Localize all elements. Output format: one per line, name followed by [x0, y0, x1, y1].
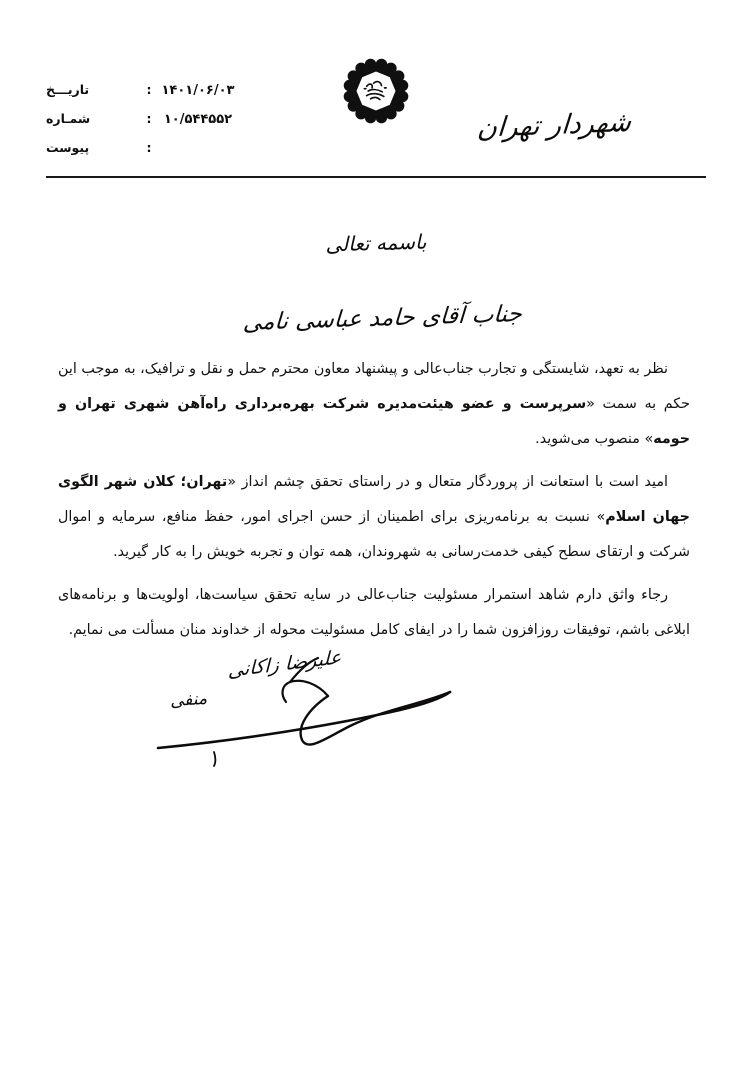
date-colon: :	[146, 82, 152, 97]
body-paragraph	[58, 352, 690, 457]
signatory-name: علیرضا زاکانی	[227, 646, 342, 682]
number-label: شمـاره	[46, 111, 91, 126]
attachment-colon: :	[146, 140, 152, 155]
signature-annotation: منفی	[169, 688, 208, 712]
basmala-invocation: باسمه تعالی	[325, 229, 427, 257]
emphasis-text: سرپرست و عضو هیئت‌مدیره شرکت بهره‌برداری راه‌آهن شهری تهران و حومه	[58, 396, 690, 447]
tehran-municipality-emblem-icon	[337, 52, 415, 130]
mayor-title: شهردار تهران	[476, 106, 633, 144]
meta-row-date	[46, 82, 240, 111]
letter-header	[0, 0, 752, 178]
number-colon: :	[146, 111, 152, 126]
letter-body	[58, 352, 690, 656]
header-divider	[46, 176, 706, 178]
body-paragraph	[58, 578, 690, 648]
attachment-label: پیوست	[46, 140, 90, 155]
number-value: ۱۰/۵۴۴۵۵۲	[163, 112, 233, 127]
body-text-run: نظر به تعهد، شایستگی و تجارب جناب‌عالی و پیشنهاد معاون محترم حمل و نقل و ترافیک، به موجب این حکم به سمت «	[58, 361, 690, 412]
date-label: تاریـــخ	[46, 82, 90, 97]
handwritten-signature-mark	[150, 648, 580, 778]
date-value: ۱۴۰۱/۰۶/۰۳	[161, 83, 235, 98]
body-paragraph	[58, 465, 690, 570]
body-text-run: » نسبت به برنامه‌ریزی برای اطمینان از حسن اجرای امور، حفظ منافع، سرمایه و اموال شرکت و ارتقای سطح کیفی خدمت‌رسانی به شهروندان، همه توان و تجربه خویش را به کار گیرید.	[58, 509, 690, 560]
meta-row-attachment	[46, 140, 240, 169]
emphasis-text: تهران؛ کلان شهر الگوی جهان اسلام	[58, 474, 690, 525]
meta-row-number	[46, 111, 240, 140]
body-text-run: رجاء واثق دارم شاهد استمرار مسئولیت جناب‌عالی در سایه تحقق سیاست‌ها، اولویت‌ها و برنامه‌های ابلاغی باشم، توفیقات روزافزون شما را در ایفای کامل مسئولیت محوله از خداوند منان مسألت می نمایم.	[58, 587, 690, 638]
body-text-run: امید است با استعانت از پروردگار متعال و در راستای تحقق چشم انداز «	[227, 474, 668, 490]
addressee-line: جناب آقای حامد عباسی نامی	[242, 301, 523, 336]
letter-meta-block	[46, 82, 240, 169]
body-text-run: » منصوب می‌شوید.	[535, 431, 654, 447]
